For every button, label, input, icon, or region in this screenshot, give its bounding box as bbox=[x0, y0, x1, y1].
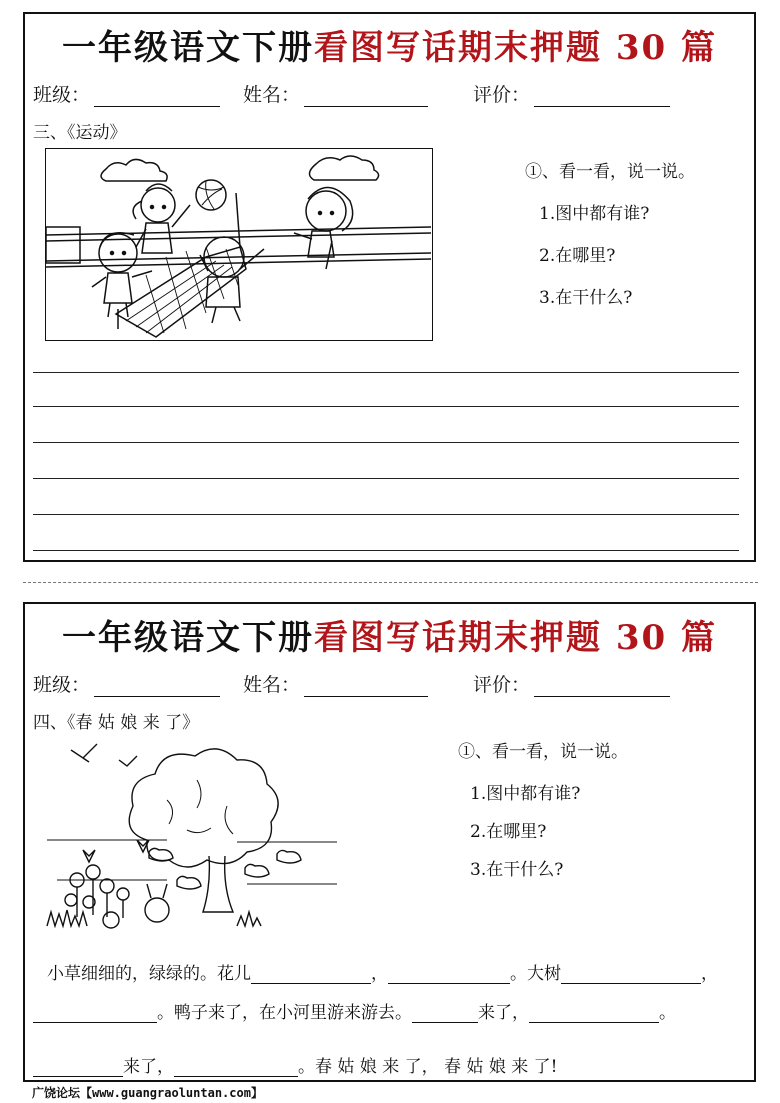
title-red-part: 看图写话期末押题 30 篇 bbox=[314, 28, 717, 68]
question-who: 1.图中都有谁? bbox=[539, 204, 650, 224]
class-blank[interactable] bbox=[94, 676, 220, 697]
sheet-title bbox=[25, 610, 754, 659]
blank-tree-1[interactable] bbox=[561, 965, 701, 984]
spring-scene-drawing bbox=[37, 730, 337, 930]
exercise-heading: 三、《运动》 bbox=[33, 123, 127, 143]
writing-line-6[interactable] bbox=[33, 550, 739, 551]
name-label: 姓名： bbox=[243, 674, 301, 696]
text-ducks: 。鸭子来了，在小河里游来游去。 bbox=[157, 1003, 412, 1023]
class-field bbox=[33, 80, 220, 107]
class-blank[interactable] bbox=[94, 86, 220, 107]
question-what: 3.在干什么? bbox=[539, 288, 633, 308]
writing-line-4[interactable] bbox=[33, 478, 739, 479]
blank-flowers-1[interactable] bbox=[251, 965, 371, 984]
blank-what-1[interactable] bbox=[529, 1004, 659, 1023]
blank-who-2[interactable] bbox=[33, 1058, 123, 1077]
eval-field bbox=[473, 80, 670, 107]
text-spring-is-here: 。春 姑 娘 来 了， 春 姑 娘 来 了! bbox=[298, 1057, 558, 1077]
eval-blank[interactable] bbox=[534, 676, 670, 697]
title-black-part: 一年级语文下册 bbox=[62, 28, 314, 68]
eval-label: 评价： bbox=[473, 84, 531, 106]
sheet-title bbox=[25, 20, 754, 69]
eval-field bbox=[473, 670, 670, 697]
spring-illustration bbox=[37, 730, 337, 930]
writing-line-3[interactable] bbox=[33, 442, 739, 443]
comma: ， bbox=[371, 964, 388, 984]
writing-line-1[interactable] bbox=[33, 372, 739, 373]
blank-flowers-2[interactable] bbox=[388, 965, 510, 984]
footer-source: 广饶论坛【www.guangraoluntan.com】 bbox=[32, 1086, 263, 1100]
writing-line-5[interactable] bbox=[33, 514, 739, 515]
prompt-heading: ①、看一看，说一说。 bbox=[525, 162, 695, 182]
name-label: 姓名： bbox=[243, 84, 301, 106]
question-who: 1.图中都有谁? bbox=[470, 784, 581, 804]
name-field bbox=[243, 80, 428, 107]
worksheet-exercise-4 bbox=[23, 602, 756, 1082]
cut-line bbox=[23, 582, 758, 583]
fill-in-line-1 bbox=[47, 959, 718, 984]
comma: ， bbox=[701, 964, 718, 984]
period: 。 bbox=[659, 1003, 676, 1023]
blank-what-2[interactable] bbox=[174, 1058, 298, 1077]
worksheet-exercise-3 bbox=[23, 12, 756, 562]
volleyball-scene-drawing bbox=[46, 149, 431, 339]
question-where: 2.在哪里? bbox=[539, 246, 616, 266]
name-blank[interactable] bbox=[304, 86, 428, 107]
class-label: 班级： bbox=[33, 84, 91, 106]
class-label: 班级： bbox=[33, 674, 91, 696]
blank-who-1[interactable] bbox=[412, 1004, 478, 1023]
student-info-row bbox=[33, 670, 746, 700]
blank-tree-2[interactable] bbox=[33, 1004, 157, 1023]
fill-in-line-2 bbox=[33, 998, 676, 1023]
title-black-part: 一年级语文下册 bbox=[62, 618, 314, 658]
exercise-heading: 四、《春 姑 娘 来 了》 bbox=[33, 713, 200, 733]
name-blank[interactable] bbox=[304, 676, 428, 697]
writing-line-2[interactable] bbox=[33, 406, 739, 407]
eval-label: 评价： bbox=[473, 674, 531, 696]
text-came: 来了， bbox=[123, 1057, 174, 1077]
name-field bbox=[243, 670, 428, 697]
prompt-heading: ①、看一看，说一说。 bbox=[458, 742, 628, 762]
text-came: 来了， bbox=[478, 1003, 529, 1023]
sports-illustration bbox=[45, 148, 433, 341]
fill-in-line-3 bbox=[33, 1052, 557, 1077]
student-info-row bbox=[33, 80, 746, 110]
class-field bbox=[33, 670, 220, 697]
question-what: 3.在干什么? bbox=[470, 860, 564, 880]
title-red-part: 看图写话期末押题 30 篇 bbox=[314, 618, 717, 658]
text-tree: 。大树 bbox=[510, 964, 561, 984]
eval-blank[interactable] bbox=[534, 86, 670, 107]
text-grass-flowers: 小草细细的，绿绿的。花儿 bbox=[47, 964, 251, 984]
question-where: 2.在哪里? bbox=[470, 822, 547, 842]
